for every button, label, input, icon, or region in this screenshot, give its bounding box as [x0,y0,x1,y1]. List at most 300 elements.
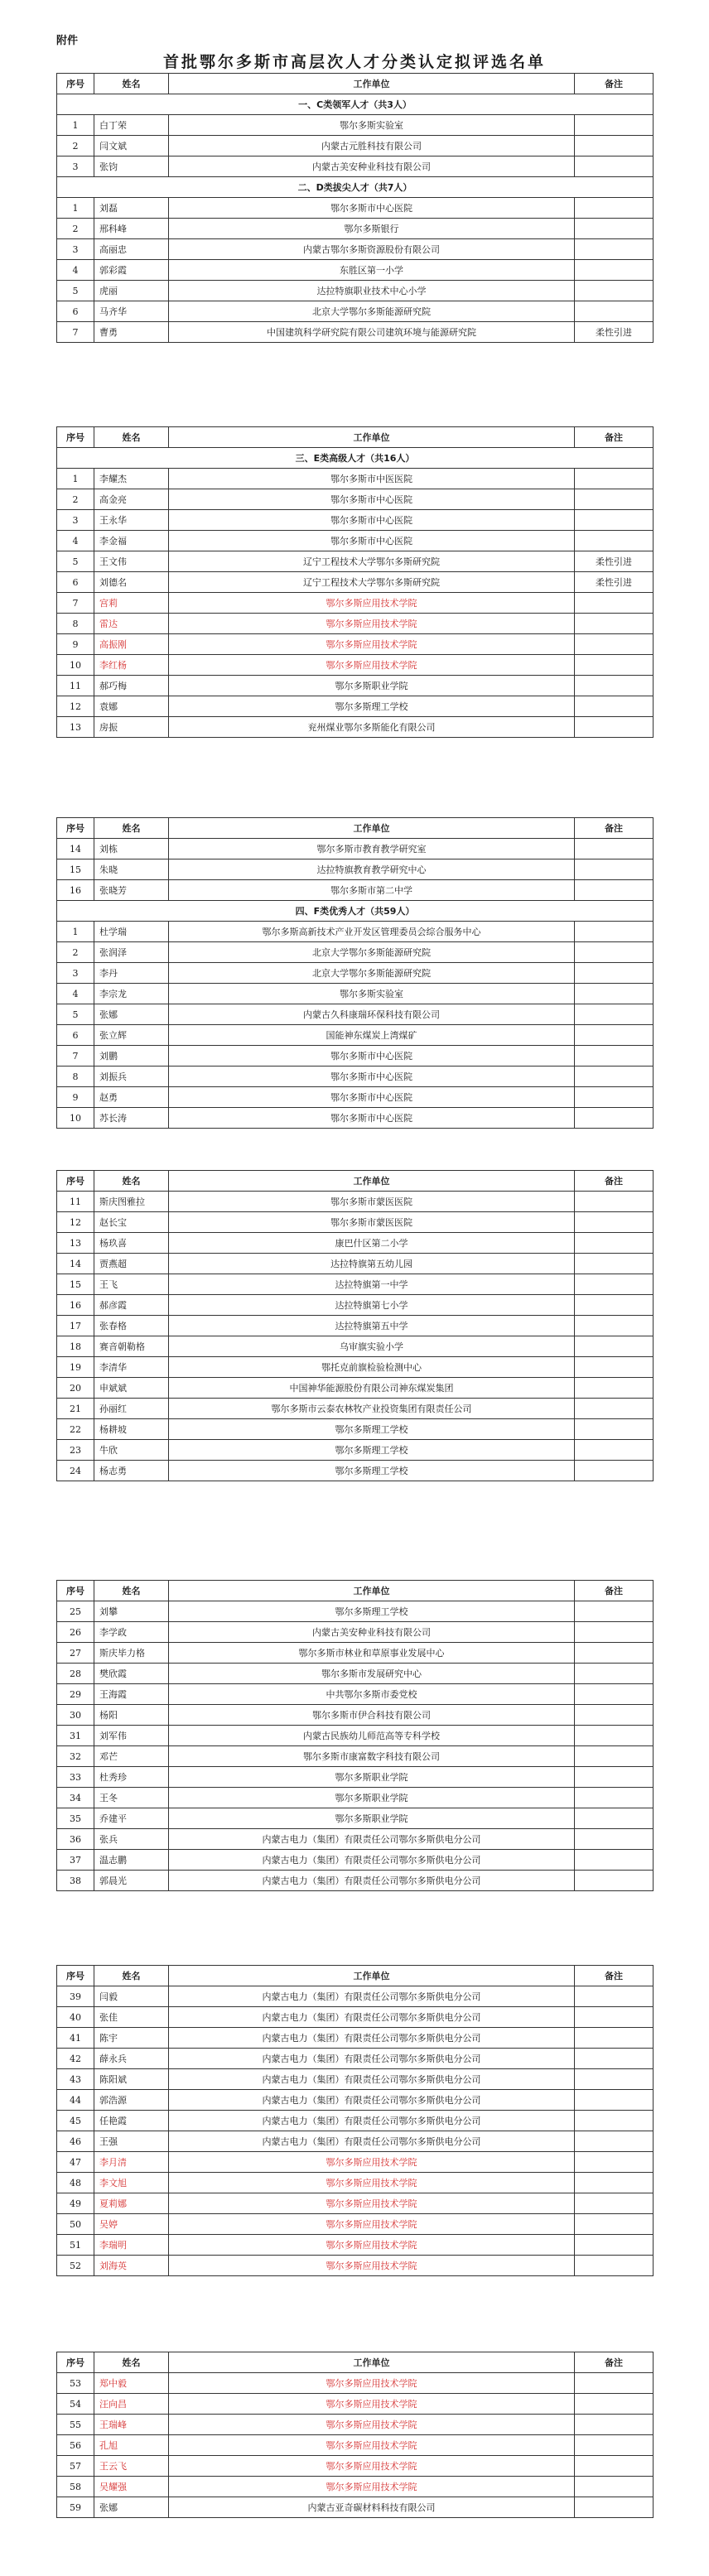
category-row [57,177,654,198]
name-header: 姓名 [94,2352,169,2373]
name-cell: 汪向昌 [94,2394,169,2415]
table-row [57,1316,654,1336]
table-row [57,198,654,219]
seq-cell: 5 [57,1004,94,1025]
unit-cell: 鄂尔多斯市中心医院 [169,510,575,531]
unit-cell: 内蒙古亚奇碳材料科技有限公司 [169,2497,575,2518]
seq-cell: 56 [57,2435,94,2456]
name-cell: 张娜 [94,1004,169,1025]
table-row [57,322,654,343]
seq-cell: 21 [57,1399,94,1419]
unit-cell: 内蒙古电力（集团）有限责任公司鄂尔多斯供电分公司 [169,2090,575,2111]
name-cell: 李学政 [94,1622,169,1643]
name-cell: 张佳 [94,2007,169,2028]
table-row [57,942,654,963]
note-cell [575,1419,654,1440]
note-cell [575,942,654,963]
unit-cell: 鄂尔多斯市中心医院 [169,198,575,219]
table-row [57,1601,654,1622]
note-cell [575,2373,654,2394]
seq-cell: 3 [57,239,94,260]
note-cell [575,634,654,655]
unit-cell: 鄂尔多斯市林业和草原事业发展中心 [169,1643,575,1664]
note-cell [575,1871,654,1891]
seq-header: 序号 [57,1966,94,1986]
unit-cell: 鄂尔多斯应用技术学院 [169,2256,575,2276]
seq-cell: 9 [57,634,94,655]
seq-cell: 33 [57,1767,94,1788]
unit-cell: 鄂尔多斯市云泰农林牧产业投资集团有限责任公司 [169,1399,575,1419]
note-cell [575,963,654,984]
note-cell [575,859,654,880]
note-cell [575,2090,654,2111]
note-cell [575,1336,654,1357]
table-row [57,2497,654,2518]
table-row [57,696,654,717]
seq-cell: 2 [57,219,94,239]
table-row [57,2256,654,2276]
seq-cell: 13 [57,1233,94,1254]
note-cell [575,136,654,156]
name-cell: 高丽忠 [94,239,169,260]
seq-cell: 17 [57,1316,94,1336]
name-cell: 郝彦霞 [94,1295,169,1316]
unit-cell: 辽宁工程技术大学鄂尔多斯研究院 [169,572,575,593]
seq-cell: 7 [57,1046,94,1067]
table-header-row [57,427,654,448]
table-row [57,1850,654,1871]
table-row [57,1378,654,1399]
name-cell: 王冬 [94,1788,169,1808]
table-row [57,676,654,696]
seq-cell: 19 [57,1357,94,1378]
unit-cell: 鄂尔多斯实验室 [169,984,575,1004]
unit-cell: 内蒙古民族幼儿师范高等专科学校 [169,1726,575,1746]
unit-cell: 鄂尔多斯市中心医院 [169,1087,575,1108]
table-row [57,2394,654,2415]
seq-cell: 44 [57,2090,94,2111]
name-cell: 斯庆图雅拉 [94,1192,169,1212]
seq-cell: 20 [57,1378,94,1399]
table-header-row [57,1171,654,1192]
table-row [57,593,654,614]
name-cell: 斯庆毕力格 [94,1643,169,1664]
table-row [57,1746,654,1767]
table-header-row [57,2352,654,2373]
name-cell: 闫文斌 [94,136,169,156]
name-header: 姓名 [94,1581,169,1601]
name-cell: 孙丽红 [94,1399,169,1419]
seq-cell: 52 [57,2256,94,2276]
unit-cell: 内蒙古电力（集团）有限责任公司鄂尔多斯供电分公司 [169,2111,575,2131]
note-cell [575,1192,654,1212]
seq-cell: 25 [57,1601,94,1622]
name-cell: 郝巧梅 [94,676,169,696]
seq-cell: 4 [57,531,94,551]
note-cell [575,593,654,614]
name-cell: 李清华 [94,1357,169,1378]
note-cell [575,1601,654,1622]
name-cell: 樊欣霞 [94,1664,169,1684]
seq-cell: 43 [57,2069,94,2090]
seq-cell: 11 [57,676,94,696]
seq-cell: 35 [57,1808,94,1829]
unit-cell: 鄂尔多斯市中心医院 [169,1067,575,1087]
note-cell [575,2497,654,2518]
note-cell [575,115,654,136]
seq-cell: 50 [57,2214,94,2235]
name-cell: 宫莉 [94,593,169,614]
table-row [57,717,654,738]
seq-cell: 12 [57,696,94,717]
table-page [56,1580,653,1891]
seq-cell: 2 [57,942,94,963]
unit-cell: 鄂尔多斯理工学校 [169,696,575,717]
table-row [57,1108,654,1129]
table-row [57,1295,654,1316]
seq-header: 序号 [57,1581,94,1601]
unit-cell: 内蒙古元胜科技有限公司 [169,136,575,156]
table-row [57,922,654,942]
table-row [57,1357,654,1378]
note-cell [575,1274,654,1295]
name-cell: 曹勇 [94,322,169,343]
table-row [57,219,654,239]
table-row [57,1399,654,1419]
name-cell: 温志鹏 [94,1850,169,1871]
seq-cell: 34 [57,1788,94,1808]
note-cell [575,1461,654,1481]
name-cell: 刘鹏 [94,1046,169,1067]
table-page [56,817,653,1129]
unit-cell: 内蒙古久科康瑞环保科技有限公司 [169,1004,575,1025]
table-row [57,614,654,634]
table-row [57,2090,654,2111]
table-row [57,2214,654,2235]
note-cell [575,1643,654,1664]
unit-cell: 鄂尔多斯市中心医院 [169,531,575,551]
unit-cell: 鄂尔多斯应用技术学院 [169,2152,575,2173]
table-row [57,1025,654,1046]
name-cell: 王永华 [94,510,169,531]
table-row [57,2028,654,2049]
unit-header: 工作单位 [169,818,575,839]
seq-header: 序号 [57,74,94,94]
table-row [57,2435,654,2456]
seq-cell: 22 [57,1419,94,1440]
name-cell: 李月清 [94,2152,169,2173]
unit-cell: 鄂尔多斯应用技术学院 [169,2214,575,2235]
note-cell [575,1357,654,1378]
table-page [56,1170,653,1481]
note-cell [575,2173,654,2193]
page-title: 首批鄂尔多斯市高层次人才分类认定拟评选名单 [162,53,546,71]
name-cell: 王云飞 [94,2456,169,2477]
name-cell: 张晓芳 [94,880,169,901]
note-cell: 柔性引进 [575,551,654,572]
name-cell: 陈宇 [94,2028,169,2049]
table-row [57,2373,654,2394]
note-header: 备注 [575,74,654,94]
name-cell: 任艳霞 [94,2111,169,2131]
note-cell [575,1212,654,1233]
table-row [57,2049,654,2069]
note-cell [575,2069,654,2090]
table-row [57,1705,654,1726]
table-header-row [57,1581,654,1601]
unit-cell: 鄂尔多斯职业学院 [169,1788,575,1808]
note-header: 备注 [575,1171,654,1192]
seq-cell: 8 [57,614,94,634]
seq-cell: 3 [57,510,94,531]
note-cell [575,2152,654,2173]
unit-cell: 鄂尔多斯市康富数字科技有限公司 [169,1746,575,1767]
seq-cell: 58 [57,2477,94,2497]
table-row [57,1046,654,1067]
table-row [57,2111,654,2131]
name-cell: 刘军伟 [94,1726,169,1746]
table-row [57,1419,654,1440]
name-cell: 邓芒 [94,1746,169,1767]
note-cell [575,1788,654,1808]
category-heading: 二、D类拔尖人才（共7人） [57,177,654,198]
name-cell: 郭晨光 [94,1871,169,1891]
category-heading: 一、C类领军人才（共3人） [57,94,654,115]
name-header: 姓名 [94,427,169,448]
unit-cell: 鄂尔多斯市中心医院 [169,1046,575,1067]
table-row [57,1808,654,1829]
table-header-row [57,74,654,94]
unit-header: 工作单位 [169,1581,575,1601]
unit-cell: 达拉特旗职业技术中心小学 [169,281,575,301]
note-cell [575,1254,654,1274]
unit-cell: 内蒙古鄂尔多斯资源股份有限公司 [169,239,575,260]
unit-cell: 鄂尔多斯应用技术学院 [169,634,575,655]
note-cell: 柔性引进 [575,322,654,343]
table-row [57,1336,654,1357]
unit-cell: 中国建筑科学研究院有限公司建筑环境与能源研究院 [169,322,575,343]
unit-cell: 乌审旗实验小学 [169,1336,575,1357]
seq-cell: 32 [57,1746,94,1767]
seq-cell: 7 [57,322,94,343]
unit-cell: 鄂尔多斯应用技术学院 [169,655,575,676]
unit-cell: 内蒙古电力（集团）有限责任公司鄂尔多斯供电分公司 [169,2007,575,2028]
note-cell [575,1767,654,1788]
category-heading: 四、F类优秀人才（共59人） [57,901,654,922]
table-row [57,281,654,301]
name-cell: 李瑞明 [94,2235,169,2256]
seq-cell: 2 [57,136,94,156]
unit-cell: 达拉特旗第五中学 [169,1316,575,1336]
name-cell: 杨阳 [94,1705,169,1726]
table-row [57,115,654,136]
unit-cell: 鄂尔多斯高新技术产业开发区管理委员会综合服务中心 [169,922,575,942]
unit-cell: 内蒙古电力（集团）有限责任公司鄂尔多斯供电分公司 [169,2131,575,2152]
name-cell: 张春格 [94,1316,169,1336]
note-cell [575,1829,654,1850]
seq-cell: 42 [57,2049,94,2069]
seq-cell: 14 [57,839,94,859]
note-cell [575,1664,654,1684]
table-row [57,260,654,281]
unit-cell: 达拉特旗第一中学 [169,1274,575,1295]
unit-cell: 鄂尔多斯市教育教学研究室 [169,839,575,859]
seq-cell: 23 [57,1440,94,1461]
table-row [57,1829,654,1850]
table-header-row [57,1966,654,1986]
unit-cell: 兖州煤业鄂尔多斯能化有限公司 [169,717,575,738]
note-header: 备注 [575,818,654,839]
table-row [57,156,654,177]
unit-cell: 鄂尔多斯市蒙医医院 [169,1212,575,1233]
seq-cell: 29 [57,1684,94,1705]
seq-cell: 2 [57,489,94,510]
name-header: 姓名 [94,1966,169,1986]
unit-cell: 鄂尔多斯应用技术学院 [169,2394,575,2415]
unit-cell: 北京大学鄂尔多斯能源研究院 [169,301,575,322]
table-row [57,1254,654,1274]
table-row [57,1664,654,1684]
name-list-table [56,1965,654,2276]
note-cell [575,489,654,510]
name-cell: 张娜 [94,2497,169,2518]
table-row [57,2152,654,2173]
seq-cell: 6 [57,1025,94,1046]
note-cell [575,469,654,489]
table-row [57,510,654,531]
name-header: 姓名 [94,74,169,94]
note-cell [575,1399,654,1419]
unit-cell: 鄂尔多斯应用技术学院 [169,2456,575,2477]
seq-cell: 3 [57,963,94,984]
table-row [57,1622,654,1643]
seq-header: 序号 [57,818,94,839]
note-cell [575,2111,654,2131]
seq-cell: 30 [57,1705,94,1726]
name-cell: 杨玖喜 [94,1233,169,1254]
seq-cell: 9 [57,1087,94,1108]
unit-cell: 达拉特旗第七小学 [169,1295,575,1316]
name-cell: 赛音朝勒格 [94,1336,169,1357]
unit-cell: 鄂托克前旗检验检测中心 [169,1357,575,1378]
unit-cell: 达拉特旗教育教学研究中心 [169,859,575,880]
seq-cell: 53 [57,2373,94,2394]
name-cell: 王瑞峰 [94,2415,169,2435]
seq-cell: 31 [57,1726,94,1746]
note-cell [575,531,654,551]
note-cell [575,1850,654,1871]
table-row [57,1684,654,1705]
note-cell [575,219,654,239]
note-cell [575,2028,654,2049]
note-cell [575,696,654,717]
name-cell: 刘海英 [94,2256,169,2276]
note-header: 备注 [575,427,654,448]
seq-cell: 1 [57,198,94,219]
seq-header: 序号 [57,2352,94,2373]
seq-cell: 1 [57,922,94,942]
name-cell: 杨志勇 [94,1461,169,1481]
unit-cell: 鄂尔多斯银行 [169,219,575,239]
note-cell [575,2049,654,2069]
seq-cell: 16 [57,1295,94,1316]
seq-cell: 1 [57,469,94,489]
seq-cell: 51 [57,2235,94,2256]
name-list-table [56,73,654,343]
name-cell: 张立辉 [94,1025,169,1046]
note-cell [575,2394,654,2415]
table-row [57,1643,654,1664]
unit-cell: 鄂尔多斯应用技术学院 [169,2173,575,2193]
note-header: 备注 [575,2352,654,2373]
name-header: 姓名 [94,818,169,839]
unit-header: 工作单位 [169,1171,575,1192]
note-cell [575,1726,654,1746]
unit-cell: 鄂尔多斯市蒙医医院 [169,1192,575,1212]
seq-cell: 27 [57,1643,94,1664]
note-cell [575,1108,654,1129]
unit-cell: 鄂尔多斯理工学校 [169,1419,575,1440]
note-cell [575,717,654,738]
note-cell [575,2435,654,2456]
unit-header: 工作单位 [169,2352,575,2373]
name-cell: 刘德名 [94,572,169,593]
name-cell: 夏莉娜 [94,2193,169,2214]
table-row [57,2456,654,2477]
table-row [57,489,654,510]
category-row [57,94,654,115]
seq-cell: 10 [57,1108,94,1129]
seq-cell: 48 [57,2173,94,2193]
seq-cell: 5 [57,551,94,572]
name-cell: 李丹 [94,963,169,984]
note-cell [575,1025,654,1046]
unit-cell: 中国神华能源股份有限公司神东煤炭集团 [169,1378,575,1399]
unit-cell: 鄂尔多斯理工学校 [169,1601,575,1622]
table-row [57,2173,654,2193]
unit-cell: 鄂尔多斯市中心医院 [169,1108,575,1129]
table-row [57,1986,654,2007]
table-row [57,531,654,551]
seq-cell: 8 [57,1067,94,1087]
table-page [56,2352,653,2518]
seq-cell: 3 [57,156,94,177]
seq-cell: 28 [57,1664,94,1684]
unit-cell: 鄂尔多斯应用技术学院 [169,2373,575,2394]
name-cell: 孔旭 [94,2435,169,2456]
table-header-row [57,818,654,839]
name-cell: 王文伟 [94,551,169,572]
name-cell: 刘栋 [94,839,169,859]
note-cell [575,2214,654,2235]
seq-cell: 14 [57,1254,94,1274]
seq-cell: 45 [57,2111,94,2131]
table-row [57,1233,654,1254]
note-header: 备注 [575,1966,654,1986]
name-cell: 吴耀强 [94,2477,169,2497]
table-page [56,73,653,343]
note-cell [575,1046,654,1067]
seq-cell: 6 [57,301,94,322]
seq-cell: 41 [57,2028,94,2049]
unit-cell: 东胜区第一小学 [169,260,575,281]
note-cell [575,2256,654,2276]
seq-cell: 13 [57,717,94,738]
note-cell [575,2235,654,2256]
note-cell [575,281,654,301]
note-cell [575,839,654,859]
table-row [57,1004,654,1025]
